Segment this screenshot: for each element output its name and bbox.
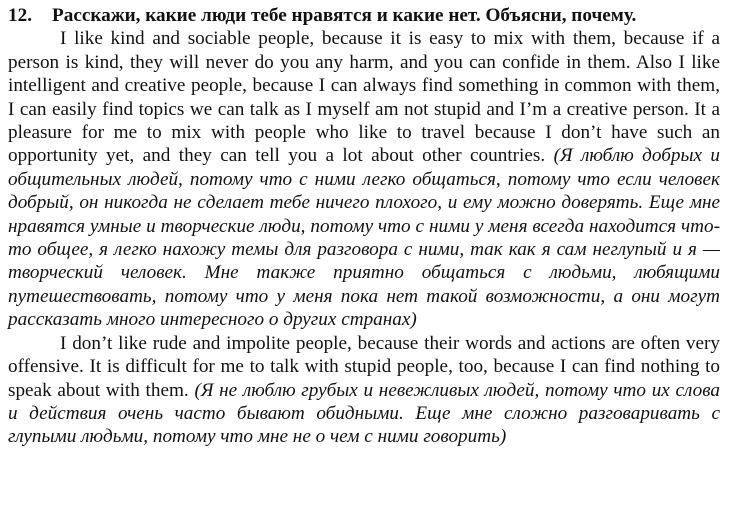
paragraph-dislikes-english: I don’t like rude and impolite people, because their words and actions are often very offensive. It is difficult for me to talk with stupid people, too, because I can find nothing to speak about with them. [8, 332, 720, 401]
paragraph-dislikes-russian: (Я не люблю грубых и невежливых людей, потому что их слова и действия очень часто бывают обидными. Еще мне сложно разговаривать с глупыми людьми, потому что мне не о чем с ними говорить) [8, 379, 721, 448]
exercise-number: 12. [8, 5, 32, 26]
exercise-title: Расскажи, какие люди тебе нравятся и какие нет. Объясни, почему. [52, 5, 637, 26]
exercise-12 [8, 4, 720, 449]
paragraph-likes [8, 27, 720, 331]
paragraph-likes-english: I like kind and sociable people, because it is easy to mix with them, because if a person is kind, they will never do you any harm, and you can confide in them. Also I like intelligent and creative people, because I can always find something in common with them, I can easily find topics we can talk as I myself am not stupid and I’m a creative person. It a pleasure for me to mix with people who like to travel because I don’t have such an opportunity yet, and they can tell you a lot about other countries. [8, 28, 720, 167]
paragraph-likes-russian: (Я люблю добрых и общительных людей, потому что с ними легко общаться, потому что если человек добрый, он никогда не сделает тебе ничего плохого, и ему можно доверять. Еще мне нравятся умные и творческие люди, потому что с ними у меня всегда находится что-то общее, я легко нахожу темы для разговора с ними, так как я сам неглупый и я — творческий человек. Мне также приятно общаться с людьми, любящими путешествовать, потому что у меня пока нет такой возможности, а они могут рассказать много интересного о других странах) [8, 145, 720, 331]
paragraph-dislikes [8, 332, 720, 449]
exercise-heading [8, 4, 720, 27]
